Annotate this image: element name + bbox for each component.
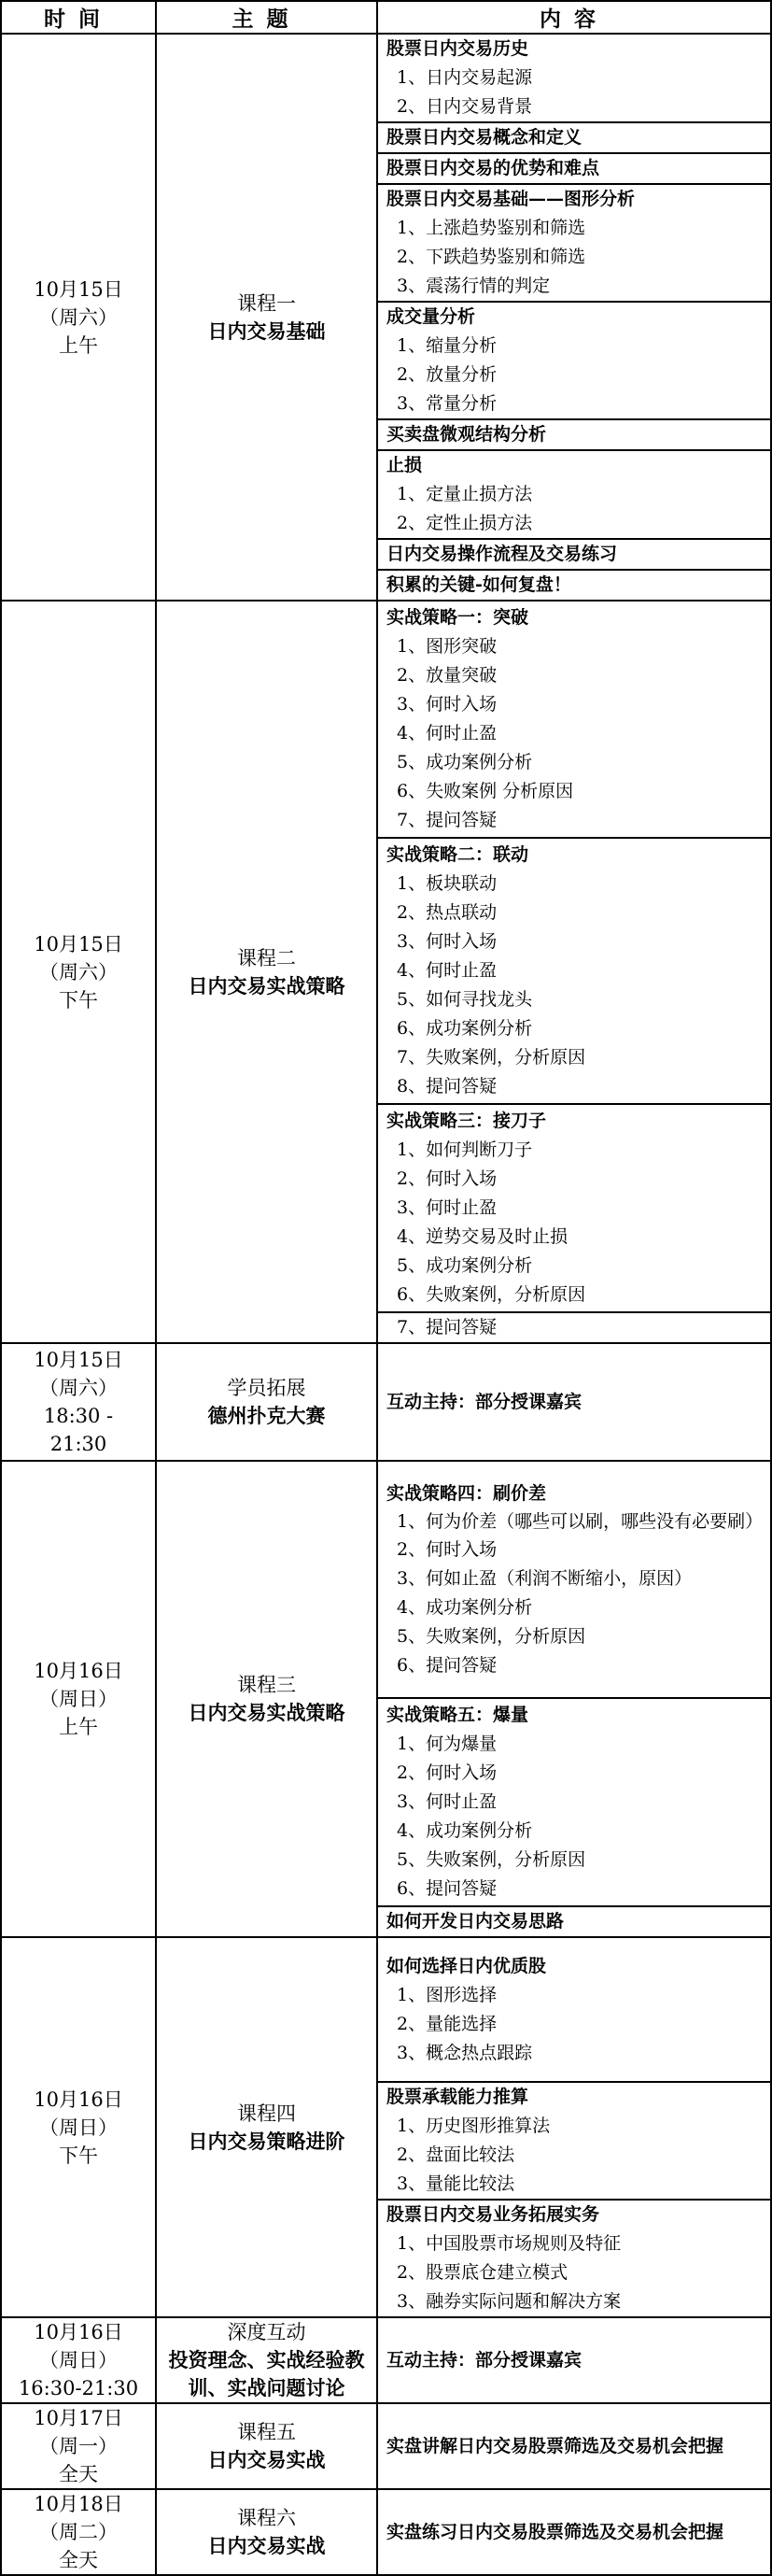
session-time <box>1 1343 156 1461</box>
section-title: 实战策略五：爆量 <box>386 1705 529 1725</box>
session-time-line: （周六） <box>39 960 118 984</box>
session-time <box>1 2317 156 2403</box>
course-title: 投资理念、实战经验教训、实战问题讨论 <box>168 2348 365 2399</box>
course-title: 日内交易实战策略 <box>188 1701 345 1724</box>
section-item: 3、何时入场 <box>397 931 498 952</box>
section-item: 3、何时止盈 <box>397 1791 498 1812</box>
course-number: 课程二 <box>237 946 296 970</box>
section-item: 2、下跌趋势鉴别和筛选 <box>397 247 586 267</box>
header-time: 时间 <box>1 1 156 34</box>
schedule-row <box>1 34 771 122</box>
session-time <box>1 2489 156 2575</box>
section-item: 6、提问答疑 <box>397 1878 498 1899</box>
section-item: 4、逆势交易及时止损 <box>397 1226 568 1247</box>
section-item: 2、何时入场 <box>397 1762 498 1783</box>
section-item: 3、常量分析 <box>397 393 498 414</box>
schedule-row <box>1 2317 771 2403</box>
section-title: 如何开发日内交易思路 <box>386 1911 565 1932</box>
content-section <box>377 1461 771 1698</box>
session-topic <box>156 1937 377 2317</box>
content-section <box>377 838 771 1104</box>
section-item: 5、成功案例分析 <box>397 752 533 772</box>
section-item: 2、热点联动 <box>397 902 498 923</box>
section-item: 4、何时止盈 <box>397 960 498 981</box>
session-time-line: 21:30 <box>49 1433 107 1455</box>
section-item: 3、何如止盈（利润不断缩小，原因） <box>397 1567 693 1589</box>
course-number: 课程三 <box>237 1674 296 1696</box>
section-item: 8、提问答疑 <box>397 1076 498 1097</box>
course-title: 日内交易实战 <box>207 2448 326 2471</box>
schedule-row <box>1 1343 771 1461</box>
section-item: 6、失败案例 分析原因 <box>397 781 574 801</box>
section-item: 1、板块联动 <box>397 873 498 894</box>
section-item: 2、放量分析 <box>397 364 498 385</box>
section-item: 1、如何判断刀子 <box>397 1139 533 1160</box>
section-item: 1、何为价差（哪些可以刷，哪些没有必要刷） <box>397 1510 764 1532</box>
content-section <box>377 601 771 838</box>
schedule-row <box>1 2489 771 2575</box>
session-topic <box>156 2317 377 2403</box>
session-time <box>1 1937 156 2317</box>
section-title: 止损 <box>386 455 423 475</box>
section-item: 6、失败案例，分析原因 <box>397 1284 586 1305</box>
content-section <box>377 1104 771 1312</box>
section-title: 买卖盘微观结构分析 <box>386 424 547 445</box>
section-item: 4、何时止盈 <box>397 723 498 743</box>
content-section <box>377 34 771 122</box>
section-title: 日内交易操作流程及交易练习 <box>386 544 618 564</box>
section-title: 股票日内交易的优势和难点 <box>386 158 600 178</box>
session-time <box>1 2403 156 2489</box>
schedule-row <box>1 2403 771 2489</box>
section-item: 5、失败案例，分析原因 <box>397 1625 586 1647</box>
session-topic <box>156 1343 377 1461</box>
section-item: 7、失败案例，分析原因 <box>397 1047 586 1068</box>
session-time-line: 下午 <box>59 2144 98 2167</box>
schedule-row <box>1 1937 771 2082</box>
session-time-line: （周日） <box>39 2116 118 2139</box>
session-time-line: 18:30 - <box>43 1405 114 1427</box>
content-section <box>377 184 771 302</box>
session-time-line: 全天 <box>59 2463 98 2485</box>
section-item: 1、图形突破 <box>397 636 498 657</box>
section-item: 1、定量止损方法 <box>397 484 533 504</box>
section-item: 6、提问答疑 <box>397 1654 498 1676</box>
section-title: 实战策略三：接刀子 <box>386 1111 547 1131</box>
section-title: 股票日内交易基础——图形分析 <box>386 189 636 209</box>
session-topic <box>156 601 377 1343</box>
section-item: 3、何时止盈 <box>397 1197 498 1218</box>
section-item: 2、何时入场 <box>397 1168 498 1189</box>
course-number: 课程四 <box>237 2102 296 2125</box>
section-item: 1、何为爆量 <box>397 1734 498 1754</box>
section-item: 1、中国股票市场规则及特征 <box>397 2233 622 2254</box>
course-number: 课程六 <box>237 2507 296 2529</box>
section-title: 股票日内交易业务拓展实务 <box>386 2204 600 2225</box>
content-section <box>377 2317 771 2403</box>
session-time-line: （周六） <box>39 1377 118 1399</box>
session-topic <box>156 2403 377 2489</box>
section-title: 实战策略四：刷价差 <box>386 1482 547 1504</box>
section-item: 1、图形选择 <box>397 1984 498 2005</box>
section-title: 互动主持：部分授课嘉宾 <box>386 2349 583 2371</box>
session-time-line: （周日） <box>39 2349 118 2371</box>
section-item: 1、缩量分析 <box>397 335 498 356</box>
session-time <box>1 601 156 1343</box>
session-time-line: 全天 <box>59 2549 98 2571</box>
content-section <box>377 419 771 450</box>
content-section <box>377 1312 771 1343</box>
section-item: 3、何时入场 <box>397 694 498 715</box>
section-item: 1、日内交易起源 <box>397 67 533 88</box>
content-section <box>377 2200 771 2317</box>
session-time-line: 10月18日 <box>34 2493 123 2515</box>
session-time-line: 10月16日 <box>34 2088 123 2111</box>
schedule-row <box>1 601 771 838</box>
section-title: 如何选择日内优质股 <box>386 1955 547 1976</box>
section-item: 6、成功案例分析 <box>397 1018 533 1039</box>
section-item: 2、放量突破 <box>397 665 498 686</box>
section-title: 互动主持：部分授课嘉宾 <box>386 1391 583 1412</box>
section-item: 2、量能选择 <box>397 2013 498 2034</box>
course-title: 日内交易实战 <box>207 2534 326 2557</box>
session-time-line: 10月16日 <box>34 2321 123 2343</box>
content-section <box>377 450 771 539</box>
section-item: 3、融券实际问题和解决方案 <box>397 2291 622 2312</box>
section-item: 3、震荡行情的判定 <box>397 276 551 296</box>
section-item: 5、如何寻找龙头 <box>397 989 533 1010</box>
session-time-line: （周六） <box>39 305 118 329</box>
content-section <box>377 153 771 184</box>
section-title: 实盘练习日内交易股票筛选及交易机会把握 <box>386 2521 724 2542</box>
section-item: 5、成功案例分析 <box>397 1255 533 1276</box>
schedule-body <box>1 34 771 2575</box>
session-time-line: 10月15日 <box>34 932 123 955</box>
session-topic <box>156 34 377 601</box>
header-topic: 主题 <box>156 1 377 34</box>
content-section <box>377 122 771 153</box>
course-number: 课程五 <box>237 2421 296 2443</box>
content-section <box>377 1937 771 2082</box>
section-item: 1、历史图形推算法 <box>397 2116 551 2136</box>
session-time-line: 下午 <box>59 988 98 1012</box>
section-item: 3、概念热点跟踪 <box>397 2042 533 2063</box>
section-title: 实战策略一：突破 <box>386 607 529 628</box>
content-section <box>377 1906 771 1937</box>
section-title: 实战策略二：联动 <box>386 844 529 865</box>
session-time-line: 10月17日 <box>34 2407 123 2429</box>
section-item: 7、提问答疑 <box>397 810 498 830</box>
section-item: 3、量能比较法 <box>397 2173 515 2194</box>
session-time-line: 上午 <box>59 1716 98 1738</box>
course-title: 日内交易策略进阶 <box>188 2129 345 2153</box>
session-time-line: （周一） <box>39 2435 118 2457</box>
section-item: 2、盘面比较法 <box>397 2144 515 2165</box>
section-title: 积累的关键-如何复盘！ <box>386 574 571 595</box>
session-time <box>1 34 156 601</box>
section-title: 股票日内交易概念和定义 <box>386 127 583 148</box>
section-title: 股票承载能力推算 <box>386 2087 529 2107</box>
section-item: 4、成功案例分析 <box>397 1820 533 1841</box>
course-number: 课程一 <box>237 291 296 315</box>
session-time-line: （周二） <box>39 2521 118 2543</box>
section-item: 1、上涨趋势鉴别和筛选 <box>397 218 586 238</box>
schedule-row <box>1 1461 771 1698</box>
section-title: 股票日内交易历史 <box>386 38 529 59</box>
session-time-line: 10月16日 <box>34 1660 123 1682</box>
session-time <box>1 1461 156 1937</box>
session-time-line: 上午 <box>59 333 98 357</box>
session-topic <box>156 1461 377 1937</box>
session-time-line: （周日） <box>39 1688 118 1710</box>
session-time-line: 10月15日 <box>34 277 123 301</box>
course-number: 深度互动 <box>227 2321 306 2343</box>
section-item: 2、日内交易背景 <box>397 96 533 117</box>
content-section <box>377 1698 771 1906</box>
section-item: 2、股票底仓建立模式 <box>397 2262 568 2283</box>
header-row <box>1 1 771 34</box>
course-title: 日内交易实战策略 <box>188 973 345 998</box>
content-section <box>377 570 771 601</box>
course-number: 学员拓展 <box>227 1377 306 1399</box>
section-item: 7、提问答疑 <box>397 1317 498 1338</box>
section-item: 2、定性止损方法 <box>397 513 533 533</box>
section-item: 5、失败案例，分析原因 <box>397 1849 586 1870</box>
session-time-line: 10月15日 <box>34 1349 123 1371</box>
section-item: 4、成功案例分析 <box>397 1596 533 1618</box>
section-title: 成交量分析 <box>386 306 476 327</box>
session-topic <box>156 2489 377 2575</box>
session-time-line: 16:30-21:30 <box>18 2377 139 2399</box>
content-section <box>377 2489 771 2575</box>
section-item: 2、何时入场 <box>397 1538 498 1560</box>
header-content: 内容 <box>377 1 771 34</box>
section-title: 实盘讲解日内交易股票筛选及交易机会把握 <box>386 2435 724 2456</box>
course-title: 日内交易基础 <box>207 318 326 343</box>
content-section <box>377 2082 771 2200</box>
content-section <box>377 2403 771 2489</box>
content-section <box>377 539 771 570</box>
course-title: 德州扑克大赛 <box>207 1404 326 1427</box>
content-section <box>377 1343 771 1461</box>
content-section <box>377 302 771 419</box>
